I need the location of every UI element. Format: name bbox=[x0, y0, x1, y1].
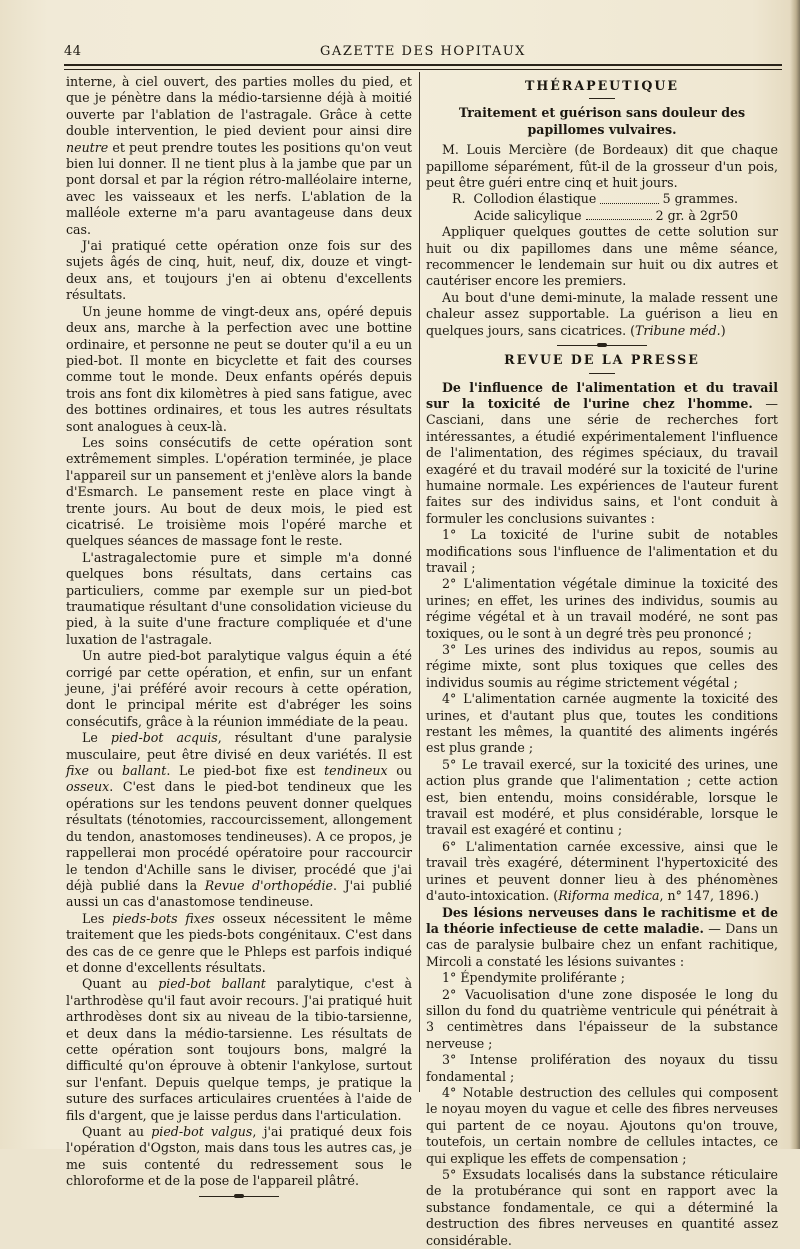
paragraph: Les soins consécutifs de cette opération sont extrêmement simples. L'opération terminée, je place l'appareil sur un pansement et j'enlève alors la bande d'Esmarch. Le pansement reste en place vingt à trente jours. Au bout de deux mois, le pied est cicatrisé. Le troisième mois l'opéré marche et quelques séances de massage font le reste. bbox=[66, 434, 412, 549]
list-item: 3° Les urines des individus au repos, soumis au régime mixte, sont plus toxiques que celles des individus soumis au régime strictement végétal ; bbox=[426, 642, 778, 690]
paragraph: Les pieds-bots fixes osseux nécessitent le même traitement que les pieds-bots congénitaux. C'est dans des cas de ce genre que le Phleps est parfois indiqué et donne d'excellents résultats. bbox=[66, 910, 412, 975]
ornament-rule bbox=[557, 345, 647, 346]
formula-line: R. Collodion élastique 5 grammes. bbox=[452, 191, 738, 207]
running-head: GAZETTE DES HOPITAUX bbox=[320, 44, 526, 59]
section-title-revue: REVUE DE LA PRESSE bbox=[504, 352, 700, 368]
short-rule bbox=[589, 98, 615, 99]
short-rule bbox=[589, 373, 615, 374]
list-item: 2° L'alimentation végétale diminue la toxicité des urines; en effet, les urines des individus, soumis au régime végétal et à un travail modéré, ne sont pas toxiques, ou le sont à un degré très peu prononcé ; bbox=[426, 576, 778, 641]
paragraph: Appliquer quelques gouttes de cette solution sur huit ou dix papillomes dans une même séance, recommencer le lendemain sur huit ou dix autres et cautériser encore les premiers. bbox=[426, 224, 778, 289]
paragraph: Des lésions nerveuses dans le rachitisme et de la théorie infectieuse de cette maladie. — Dans un cas de paralysie bulbaire chez un enfant rachitique, Mircoli a constaté les lésions suivantes : bbox=[426, 904, 778, 969]
list-item: 3° Intense prolifération des noyaux du tissu fondamental ; bbox=[426, 1052, 778, 1084]
formula-line: Acide salicylique 2 gr. à 2gr50 bbox=[474, 207, 738, 223]
paragraph: interne, à ciel ouvert, des parties molles du pied, et que je pénètre dans la médio-tarsienne déjà à moitié ouverte par l'ablation de l'astragale. Grâce à cette double intervention, le pied devient pour ainsi dire neutre et peut prendre toutes les positions qu'on veut bien lui donner. Il ne tient plus à la jambe que par un pont dorsal et par la région rétro-malléolaire interne, avec les vaisseaux et les nerfs. L'ablation de la malléole externe m'a paru avantageuse dans deux cas. bbox=[66, 74, 412, 237]
left-column bbox=[66, 74, 412, 1197]
paragraph: M. Louis Mercière (de Bordeaux) dit que chaque papillome séparément, fût-il de la grosseur d'un pois, peut être guéri entre cinq et huit jours. bbox=[426, 142, 778, 191]
paragraph: Un jeune homme de vingt-deux ans, opéré depuis deux ans, marche à la perfection avec une bottine ordinaire, et personne ne peut se douter qu'il a eu un pied-bot. Il monte en bicyclette et fait des courses comme tout le monde. Deux enfants opérés depuis trois ans font dix kilomètres à pied sans fatigue, avec des bottines ordinaires, et tous les autres résultats sont analogues à ceux-là. bbox=[66, 303, 412, 434]
ornament-rule bbox=[199, 1196, 279, 1197]
article-title: Traitement et guérison sans douleur des papillomes vulvaires. bbox=[458, 105, 746, 137]
page-number: 44 bbox=[64, 44, 82, 59]
page-header bbox=[64, 44, 782, 62]
paragraph: J'ai pratiqué cette opération onze fois sur des sujets âgés de cinq, huit, neuf, dix, douze et vingt-deux ans, et toujours j'en ai obtenu d'excellents résultats. bbox=[66, 238, 412, 303]
paragraph: Quant au pied-bot ballant paralytique, c'est à l'arthrodèse qu'il faut avoir recours. J'ai pratiqué huit arthrodèses dont six au niveau de la tibio-tarsienne, et deux dans la médio-tarsienne. Les résultats de cette opération sont toujours bons, malgré la difficulté qu'on éprouve à obtenir l'ankylose, surtout sur l'enfant. Depuis quelque temps, je pratique la suture des surfaces articulaires cruentées à l'aide de fils d'argent, que je laisse perdus dans l'articulation. bbox=[66, 976, 412, 1123]
list-item: 1° La toxicité de l'urine subit de notables modifications sous l'influence de l'alimentation et du travail ; bbox=[426, 527, 778, 575]
paragraph: L'astragalectomie pure et simple m'a donné quelques bons résultats, dans certains cas particuliers, comme par exemple sur un pied-bot traumatique résultant d'une consolidation vicieuse du pied, à la suite d'une fracture compliquée et d'une luxation de l'astragale. bbox=[66, 549, 412, 647]
list-item: 4° Notable destruction des cellules qui composent le noyau moyen du vague et celle des fibres nerveuses qui partent de ce noyau. Ajoutons qu'on trouve, toutefois, un certain nombre de cellules intactes, ce qui explique les effets de compensation ; bbox=[426, 1084, 778, 1166]
list-item: 2° Vacuolisation d'une zone disposée le long du sillon du fond du quatrième ventricule qui pénétrait à 3 centimètres dans l'épaisseur de la substance nerveuse ; bbox=[426, 986, 778, 1051]
list-item: 4° L'alimentation carnée augmente la toxicité des urines, et d'autant plus que, toutes les conditions restant les mêmes, la quantité des aliments ingérés est plus grande ; bbox=[426, 691, 778, 756]
paragraph: Le pied-bot acquis, résultant d'une paralysie musculaire, peut être divisé en deux variétés. Il est fixe ou ballant. Le pied-bot fixe est tendineux ou osseux. C'est dans le pied-bot tendineux que les opérations sur les tendons peuvent donner quelques résultats (ténotomies, raccourcissement, allongement du tendon, anastomoses tendineuses). A ce propos, je rappellerai mon procédé opératoire pour raccourcir le tendon d'Achille sans le diviser, procédé que j'ai déjà publié dans la Revue d'orthopédie. J'ai publié aussi un cas d'anastomose tendineuse. bbox=[66, 730, 412, 910]
list-item: 5° Exsudats localisés dans la substance réticulaire de la protubérance qui sont en rapport avec la substance fondamentale, ce qui a déterminé la destruction des fibres nerveuses en quantité assez considérable. bbox=[426, 1167, 778, 1248]
paragraph: De l'influence de l'alimentation et du travail sur la toxicité de l'urine chez l'homme. — Casciani, dans une série de recherches fort intéressantes, a étudié expérimentalement l'influence de l'alimentation, des régimes spéciaux, du travail exagéré et du travail modéré sur la toxicité de l'urine humaine normale. Les expériences de l'auteur furent faites sur des individus sains, et l'ont conduit à formuler les conclusions suivantes : bbox=[426, 379, 779, 526]
column-divider bbox=[419, 72, 420, 1092]
list-item: 5° Le travail exercé, sur la toxicité des urines, une action plus grande que l'alimentation ; cette action est, bien entendu, moins considérable, lorsque le travail est modéré, et plus considérable, lorsque le travail est exagéré et continu ; bbox=[426, 756, 778, 838]
header-rule-thin bbox=[64, 69, 782, 70]
list-item: 1° Épendymite proliférante ; bbox=[442, 970, 626, 986]
header-rule bbox=[64, 64, 782, 66]
paragraph: Au bout d'une demi-minute, la malade ressent une chaleur assez supportable. La guérison a lieu en quelques jours, sans cicatrices. (Tribune méd.) bbox=[426, 289, 778, 338]
page-edge-shadow bbox=[790, 0, 800, 1149]
list-item: 6° L'alimentation carnée excessive, ainsi que le travail très exagéré, déterminent l'hypertoxicité des urines et peuvent donner lieu à des phénomènes d'auto-intoxication. (Riforma medica, n° 147, 1896.) bbox=[426, 838, 778, 904]
paragraph: Un autre pied-bot paralytique valgus équin a été corrigé par cette opération, et enfin, sur un enfant jeune, j'ai préféré avoir recours à cette opération, dont le principal mérite est d'abréger les soins consécutifs, grâce à la réunion immédiate de la peau. bbox=[66, 648, 412, 729]
paragraph: Quant au pied-bot valgus, j'ai pratiqué deux fois l'opération d'Ogston, mais dans tous les autres cas, je me suis contenté du redressement sous le chloroforme et de la pose de l'appareil plâtré. bbox=[66, 1124, 413, 1189]
right-column bbox=[426, 74, 778, 1249]
section-title-therapeutique: THÉRAPEUTIQUE bbox=[525, 78, 679, 93]
